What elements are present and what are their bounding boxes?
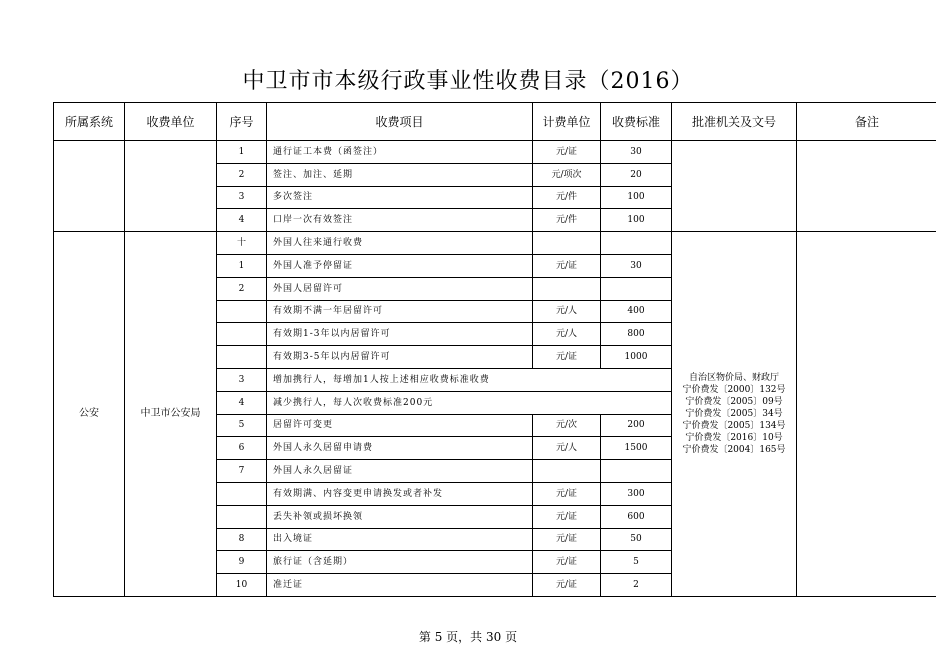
remark-cell (797, 232, 936, 597)
standard-cell: 20 (601, 163, 672, 186)
header-cell: 批准机关及文号 (672, 103, 797, 141)
standard-cell: 300 (601, 482, 672, 505)
page-footer: 第 5 页，共 30 页 (418, 630, 518, 644)
header-cell: 收费标准 (601, 103, 672, 141)
seq-cell: 2 (217, 163, 267, 186)
standard-cell: 5 (601, 551, 672, 574)
table-row (54, 141, 936, 164)
system-cell: 公安 (54, 232, 125, 597)
item-cell: 外国人永久居留申请费 (267, 437, 533, 460)
table-row (54, 232, 936, 255)
unit-cell (125, 141, 217, 232)
item-cell: 签注、加注、延期 (267, 163, 533, 186)
seq-cell (217, 482, 267, 505)
item-cell: 有效期3-5年以内居留许可 (267, 346, 533, 369)
standard-cell: 1500 (601, 437, 672, 460)
billing-unit-cell: 元/证 (533, 551, 601, 574)
fee-table (53, 102, 936, 597)
standard-cell: 30 (601, 141, 672, 164)
item-cell: 外国人准予停留证 (267, 254, 533, 277)
standard-cell (601, 277, 672, 300)
standard-cell: 100 (601, 186, 672, 209)
billing-unit-cell (533, 232, 601, 255)
item-cell: 居留许可变更 (267, 414, 533, 437)
item-cell: 准迁证 (267, 574, 533, 597)
authority-line: 宁价费发〔2000〕132号 (682, 385, 786, 396)
item-cell: 外国人居留许可 (267, 277, 533, 300)
item-cell: 外国人往来通行收费 (267, 232, 533, 255)
item-cell: 增加携行人，每增加1人按上述相应收费标准收费 (267, 368, 672, 391)
standard-cell (601, 460, 672, 483)
standard-cell (601, 232, 672, 255)
seq-cell: 6 (217, 437, 267, 460)
seq-cell: 10 (217, 574, 267, 597)
seq-cell: 7 (217, 460, 267, 483)
standard-cell: 2 (601, 574, 672, 597)
seq-cell: 4 (217, 391, 267, 414)
authority-line: 宁价费发〔2005〕09号 (685, 397, 783, 408)
authority-line: 宁价费发〔2005〕134号 (682, 421, 786, 432)
billing-unit-cell (533, 277, 601, 300)
billing-unit-cell: 元/证 (533, 346, 601, 369)
table-body-b (54, 232, 936, 597)
standard-cell: 400 (601, 300, 672, 323)
system-cell (54, 141, 125, 232)
item-cell: 有效期1-3年以内居留许可 (267, 323, 533, 346)
standard-cell: 600 (601, 505, 672, 528)
item-cell: 外国人永久居留证 (267, 460, 533, 483)
item-cell: 减少携行人，每人次收费标准200元 (267, 391, 672, 414)
standard-cell: 30 (601, 254, 672, 277)
item-cell: 有效期不满一年居留许可 (267, 300, 533, 323)
seq-cell (217, 323, 267, 346)
billing-unit-cell: 元/证 (533, 528, 601, 551)
authority-line: 宁价费发〔2005〕34号 (685, 409, 783, 420)
unit-cell: 中卫市公安局 (125, 232, 217, 597)
billing-unit-cell (533, 460, 601, 483)
authority-line: 宁价费发〔2004〕165号 (682, 445, 786, 456)
seq-cell: 1 (217, 254, 267, 277)
page-title: 中卫市市本级行政事业性收费目录（2016） (242, 69, 694, 94)
seq-cell: 十 (217, 232, 267, 255)
billing-unit-cell: 元/人 (533, 300, 601, 323)
seq-cell: 9 (217, 551, 267, 574)
billing-unit-cell: 元/次 (533, 414, 601, 437)
header-row (54, 103, 936, 141)
seq-cell: 4 (217, 209, 267, 232)
header-cell: 收费项目 (267, 103, 533, 141)
billing-unit-cell: 元/人 (533, 323, 601, 346)
standard-cell: 100 (601, 209, 672, 232)
billing-unit-cell: 元/证 (533, 505, 601, 528)
header-cell: 计费单位 (533, 103, 601, 141)
item-cell: 多次签注 (267, 186, 533, 209)
seq-cell: 3 (217, 368, 267, 391)
item-cell: 出入境证 (267, 528, 533, 551)
seq-cell: 1 (217, 141, 267, 164)
seq-cell: 8 (217, 528, 267, 551)
seq-cell: 5 (217, 414, 267, 437)
table-body-a (54, 141, 936, 232)
item-cell: 通行证工本费（函签注） (267, 141, 533, 164)
header-cell: 收费单位 (125, 103, 217, 141)
authority-line: 自治区物价局、财政厅 (688, 373, 779, 384)
seq-cell: 3 (217, 186, 267, 209)
authority-line: 宁价费发〔2016〕10号 (685, 433, 783, 444)
header-cell: 所属系统 (54, 103, 125, 141)
remark-cell (797, 141, 936, 232)
billing-unit-cell: 元/项次 (533, 163, 601, 186)
billing-unit-cell: 元/证 (533, 482, 601, 505)
standard-cell: 1000 (601, 346, 672, 369)
seq-cell (217, 300, 267, 323)
billing-unit-cell: 元/证 (533, 574, 601, 597)
billing-unit-cell: 元/件 (533, 209, 601, 232)
standard-cell: 50 (601, 528, 672, 551)
item-cell: 有效期满、内容变更申请换发或者补发 (267, 482, 533, 505)
seq-cell (217, 505, 267, 528)
header-cell: 序号 (217, 103, 267, 141)
authority-cell (672, 232, 797, 597)
item-cell: 丢失补领或损坏换领 (267, 505, 533, 528)
seq-cell: 2 (217, 277, 267, 300)
billing-unit-cell: 元/件 (533, 186, 601, 209)
standard-cell: 800 (601, 323, 672, 346)
seq-cell (217, 346, 267, 369)
billing-unit-cell: 元/证 (533, 254, 601, 277)
billing-unit-cell: 元/证 (533, 141, 601, 164)
authority-cell (672, 141, 797, 232)
item-cell: 口岸一次有效签注 (267, 209, 533, 232)
header-cell: 备注 (797, 103, 936, 141)
standard-cell: 200 (601, 414, 672, 437)
item-cell: 旅行证（含延期） (267, 551, 533, 574)
billing-unit-cell: 元/人 (533, 437, 601, 460)
